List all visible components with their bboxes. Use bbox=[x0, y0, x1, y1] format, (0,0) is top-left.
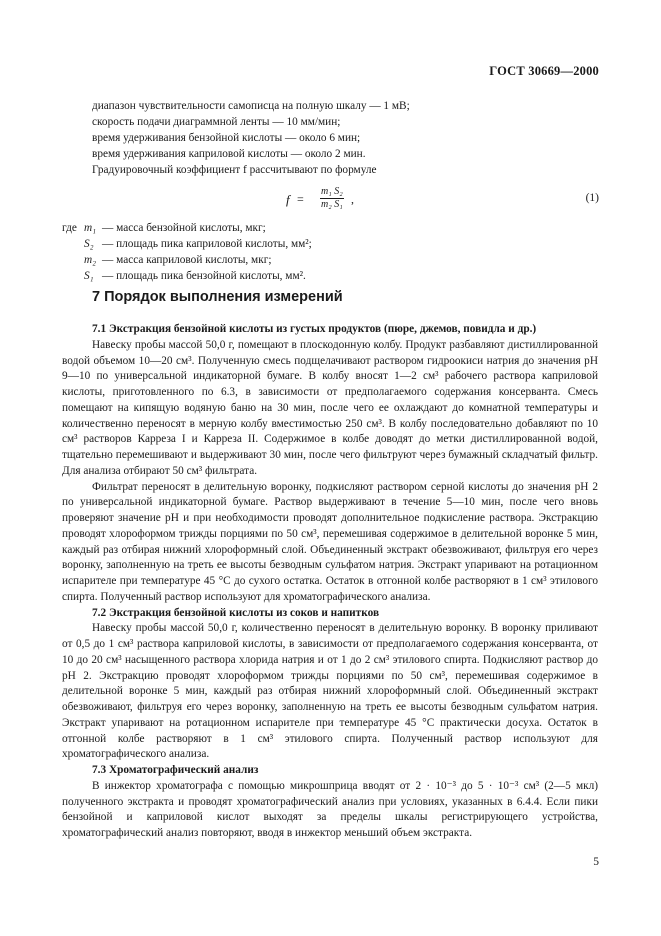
subsection-heading-7-1: 7.1 Экстракция бензойной кислоты из густых продуктов (пюре, джемов, повидла и др.) bbox=[92, 323, 537, 335]
param-line: диапазон чувствительности самописца на полную шкалу — 1 мВ; bbox=[92, 100, 410, 112]
variable-description: — масса каприловой кислоты, мкг; bbox=[102, 254, 272, 266]
document-header: ГОСТ 30669—2000 bbox=[489, 64, 599, 78]
paragraph: Навеску пробы массой 50,0 г, количественно переносят в делительную воронку. В воронку приливают от 0,5 до 1 см³ раствора каприловой кислоты, в зависимости от предполагаемого содержания консерванта, от 10 до 20 см³ насыщенного раствора хлорида натрия и от 1 до 2 см³ этилового спирта. Подкисляют раствор до pH 2. Экстракцию проводят хлороформом трижды порциями по 50 см³, перемешивая содержимое в делительной воронке 5 мин, каждый раз отбирая нижний хлороформный слой. Объединенный экстракт обезвоживают, фильтруя его через воронку, заполненную на треть ее высоты безводным сульфатом натрия. Экстракт упаривают на ротационном испарителе при температуре 45 °С практически досуха. Остаток в отгонной колбе растворяют в 1 см³ этилового спирта. Полученный раствор используют для хроматографического анализа. bbox=[62, 622, 598, 761]
variable-symbol: S₂ bbox=[84, 238, 94, 250]
paragraph: Навеску пробы массой 50,0 г, помещают в плоскодонную колбу. Продукт разбавляют дистиллированной водой объемом 10—20 см³. Полученную смесь подщелачивают раствором гидроокиси натрия до значения pH 9—10 по универсальной индикаторной бумаге. В колбу вносят 1—2 см³ рабочего раствора каприловой кислоты, приготовленного по 6.3, в зависимости от предполагаемого содержания консерванта. Смесь помещают на кипящую водяную баню на 30 мин, после чего ее охлаждают до комнатной температуры и количественно переносят в мерную колбу вместимостью 250 см³. В колбу последовательно добавляют по 10 см³ растворов Карреза I и Карреза II. Содержимое в колбе доводят до метки дистиллированной водой, тщательно перемешивают и выдерживают 30 мин, после чего фильтруют через бумажный складчатый фильтр. Для анализа отбирают 50 см³ фильтрата. bbox=[62, 338, 598, 477]
variable-description: — площадь пика каприловой кислоты, мм²; bbox=[102, 238, 312, 250]
variable-symbol: m₂ bbox=[84, 254, 97, 266]
variable-symbol: m₁ bbox=[84, 222, 97, 234]
section-heading: 7 Порядок выполнения измерений bbox=[92, 289, 343, 305]
formula-numerator: m₁ S₂ bbox=[321, 186, 343, 197]
param-line: время удерживания бензойной кислоты — около 6 мин; bbox=[92, 132, 361, 144]
subsection-heading-7-3: 7.3 Хроматографический анализ bbox=[92, 764, 259, 776]
formula-fraction bbox=[320, 186, 344, 211]
formula-comma: , bbox=[351, 192, 354, 206]
parameters-list bbox=[92, 98, 612, 178]
formula-number: (1) bbox=[585, 192, 599, 204]
page-number: 5 bbox=[593, 856, 599, 868]
formula-intro-line: Градуировочный коэффициент f рассчитывают по формуле bbox=[92, 164, 377, 176]
formula-1 bbox=[0, 186, 661, 226]
section-body bbox=[62, 322, 598, 842]
param-line: скорость подачи диаграммной ленты — 10 мм/мин; bbox=[92, 116, 341, 128]
variable-description: — масса бензойной кислоты, мкг; bbox=[102, 222, 266, 234]
variable-symbol: S₁ bbox=[84, 270, 94, 282]
param-line: время удерживания каприловой кислоты — около 2 мин. bbox=[92, 148, 366, 160]
paragraph: В инжектор хроматографа с помощью микрошприца вводят от 2 · 10⁻³ до 5 · 10⁻³ см³ (2—5 мкл) полученного экстракта и проводят хроматографический анализ при условиях, указанных в 6.4.4. Если пики бензойной и каприловой кислот выходят за пределы шкалы регистрирующего устройства, хроматографический анализ повторяют, вводя в инжектор меньший объем экстракта. bbox=[62, 779, 598, 839]
formula-equals: = bbox=[297, 192, 304, 206]
variable-description: — площадь пика бензойной кислоты, мм². bbox=[102, 270, 306, 282]
subsection-heading-7-2: 7.2 Экстракция бензойной кислоты из соков и напитков bbox=[92, 606, 380, 619]
where-word: где bbox=[62, 222, 77, 234]
formula-denominator: m₂ S₁ bbox=[321, 199, 343, 210]
formula-lhs: f bbox=[286, 192, 290, 207]
paragraph: Фильтрат переносят в делительную воронку, подкисляют раствором серной кислоты до значения pH 2 по универсальной индикаторной бумаге. Раствор выдерживают в течение 5—10 мин, после чего вновь проверяют значение pH и при необходимости проводят дополнительное подкисление раствора. Экстракцию проводят хлороформом трижды порциями по 50 см³, перемешивая содержимое в делительной воронке 5 мин, каждый раз отбирая нижний хлороформный слой. Объединенный экстракт обезвоживают, фильтруя его через воронку, заполненную на треть ее высоты безводным сульфатом натрия. Экстракт упаривают на ротационном испарителе при температуре 45 °С до сухого остатка. Остаток в отгонной колбе растворяют в 1 см³ этилового спирта. Полученный раствор используют для хроматографического анализа. bbox=[62, 480, 598, 603]
